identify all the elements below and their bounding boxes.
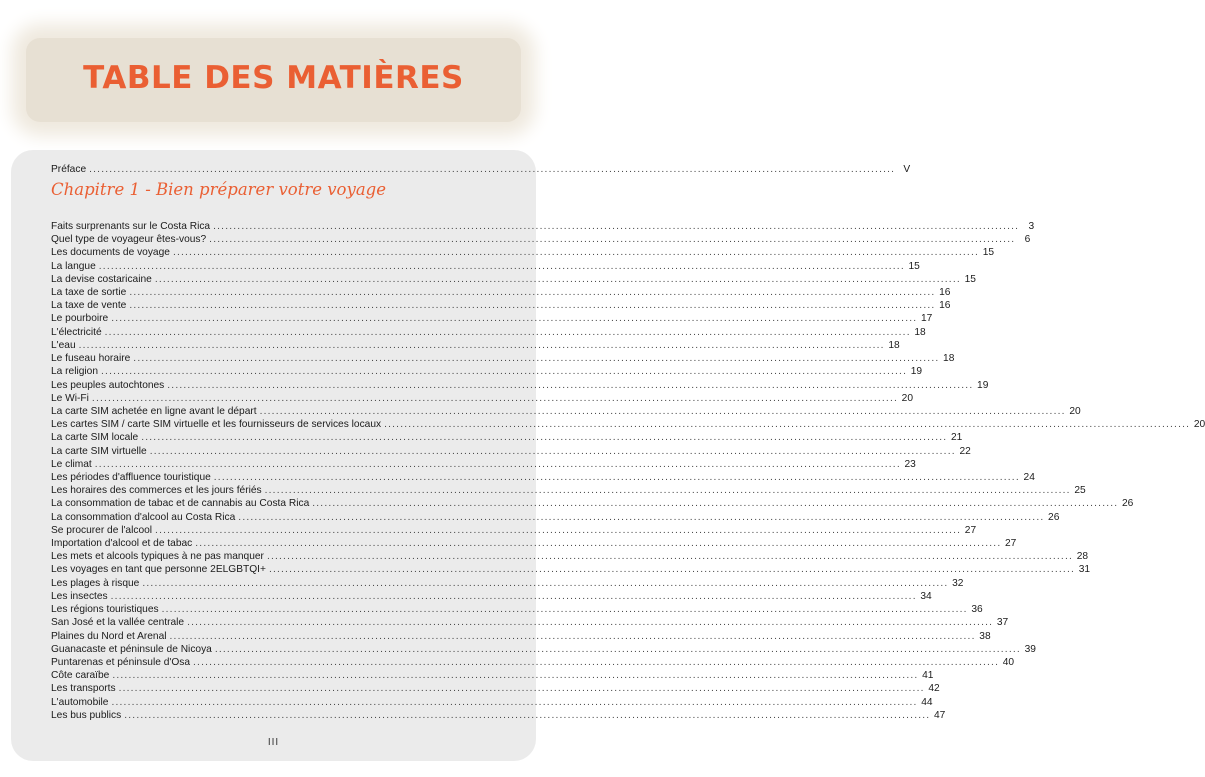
dot-leader: ........................................................................................................................................................................................................ (238, 511, 1045, 523)
toc-label: La carte SIM virtuelle (51, 445, 147, 457)
toc-label: La langue (51, 260, 96, 272)
toc-row (51, 260, 920, 273)
toc-page: 18 (888, 339, 900, 351)
dot-leader: ........................................................................................................................................................................................................ (118, 683, 925, 695)
dot-leader: ........................................................................................................................................................................................................ (264, 485, 1071, 497)
dot-leader: ........................................................................................................................................................................................................ (266, 551, 1074, 563)
dot-leader: ........................................................................................................................................................................................................ (259, 405, 1066, 417)
toc-label: Plaines du Nord et Arenal (51, 630, 167, 642)
dot-leader: ........................................................................................................................................................................................................ (172, 247, 980, 259)
toc-page: 19 (977, 379, 989, 391)
toc-label: La devise costaricaine (51, 273, 152, 285)
toc-label: La consommation d'alcool au Costa Rica (51, 511, 236, 523)
page-title: TABLE DES MATIÈRES (83, 60, 464, 96)
toc-label: Guanacaste et péninsule de Nicoya (51, 643, 212, 655)
dot-leader: ........................................................................................................................................................................................................ (89, 164, 896, 175)
toc-label: Les bus publics (51, 709, 122, 721)
toc-page: 18 (943, 353, 955, 365)
toc-page: 31 (1078, 564, 1091, 576)
toc-label: Le pourboire (51, 313, 109, 325)
dot-leader: ........................................................................................................................................................................................................ (384, 419, 1191, 431)
toc-label: Faits surprenants sur le Costa Rica (51, 221, 211, 232)
toc-page: 20 (901, 392, 914, 404)
toc-page: 6 (1024, 234, 1031, 246)
toc-label: Les périodes d'affluence touristique (51, 471, 211, 483)
toc-label: L'eau (51, 339, 76, 351)
toc-label: La carte SIM locale (51, 432, 139, 444)
toc-page: 44 (921, 696, 933, 708)
toc-label: Les régions touristiques (51, 604, 159, 616)
toc-row (51, 246, 995, 259)
toc-page: 32 (952, 577, 964, 589)
toc-page: 17 (920, 313, 933, 325)
dot-leader: ........................................................................................................................................................................................................ (94, 458, 901, 470)
toc-row (51, 511, 1060, 524)
toc-row (51, 339, 900, 352)
toc-row (51, 537, 1017, 550)
toc-page: 36 (971, 604, 983, 616)
toc-label: Les cartes SIM / carte SIM virtuelle et les fournisseurs de services locaux (51, 419, 382, 431)
dot-leader: ........................................................................................................................................................................................................ (209, 234, 1016, 246)
toc-page: V (903, 164, 911, 175)
toc-row (51, 365, 923, 378)
page-number: III (267, 737, 280, 748)
toc-row (51, 445, 971, 458)
toc-page: 47 (933, 709, 946, 721)
toc-label: San José et la vallée centrale (51, 617, 185, 629)
toc-row (51, 379, 989, 392)
toc-row (51, 352, 955, 365)
toc-row (51, 233, 1031, 246)
toc-label: Importation d'alcool et de tabac (51, 538, 193, 550)
toc-label: L'automobile (51, 696, 109, 708)
toc-page: 42 (928, 683, 940, 695)
toc-page: 28 (1076, 551, 1089, 563)
toc-label: La consommation de tabac et de cannabis au Costa Rica (51, 498, 310, 510)
toc-row (51, 709, 946, 722)
dot-leader: ........................................................................................................................................................................................................ (101, 366, 908, 378)
toc-label: Se procurer de l'alcool (51, 524, 153, 536)
toc-label: Les plages à risque (51, 577, 140, 589)
toc-row (51, 524, 977, 537)
dot-leader: ........................................................................................................................................................................................................ (193, 656, 1000, 668)
dot-leader: ........................................................................................................................................................................................................ (111, 696, 918, 708)
chapter-heading: Chapitre 1 - Bien préparer votre voyage (51, 180, 386, 199)
dot-leader: ........................................................................................................................................................................................................ (312, 498, 1119, 510)
toc-page: 18 (914, 326, 926, 338)
dot-leader: ........................................................................................................................................................................................................ (154, 273, 961, 285)
toc-page: 15 (982, 247, 995, 259)
toc-row (51, 220, 1035, 233)
toc-label: Les documents de voyage (51, 247, 170, 259)
toc-row (51, 418, 1205, 431)
toc-page: 19 (910, 366, 923, 378)
toc-row (51, 312, 933, 325)
dot-leader: ........................................................................................................................................................................................................ (268, 564, 1076, 576)
toc-page: 15 (964, 273, 976, 285)
toc-page: 20 (1193, 419, 1205, 431)
toc-page: 38 (979, 630, 991, 642)
toc-page: 15 (908, 260, 920, 272)
toc-row (51, 497, 1134, 510)
toc-label: Puntarenas et péninsule d'Osa (51, 656, 191, 668)
dot-leader: ........................................................................................................................................................................................................ (111, 313, 918, 325)
toc-row (51, 656, 1015, 669)
dot-leader: ........................................................................................................................................................................................................ (161, 604, 968, 616)
toc-label: La carte SIM achetée en ligne avant le départ (51, 405, 257, 417)
dot-leader: ........................................................................................................................................................................................................ (124, 709, 931, 721)
dot-leader: ........................................................................................................................................................................................................ (141, 432, 948, 444)
toc-label: Les transports (51, 683, 116, 695)
toc-row (51, 286, 951, 299)
toc-row (51, 669, 934, 682)
toc-row (51, 273, 976, 286)
toc-label: La taxe de vente (51, 300, 127, 312)
dot-leader: ........................................................................................................................................................................................................ (133, 353, 940, 365)
toc-label: Les peuples autochtones (51, 379, 165, 391)
toc-row (51, 326, 926, 339)
dot-leader: ........................................................................................................................................................................................................ (110, 590, 917, 602)
toc-row (51, 299, 951, 312)
dot-leader: ........................................................................................................................................................................................................ (195, 538, 1002, 550)
dot-leader: ........................................................................................................................................................................................................ (214, 643, 1021, 655)
toc-label: L'électricité (51, 326, 102, 338)
dot-leader: ........................................................................................................................................................................................................ (169, 630, 976, 642)
toc-row (51, 630, 991, 643)
toc-label: Les horaires des commerces et les jours fériés (51, 485, 262, 497)
dot-leader: ........................................................................................................................................................................................................ (104, 326, 911, 338)
toc-label: Les mets et alcools typiques à ne pas manquer (51, 551, 264, 563)
toc-page: 3 (1028, 221, 1035, 232)
toc-row (51, 550, 1089, 563)
toc-page: 40 (1002, 656, 1015, 668)
toc-page: 25 (1074, 485, 1086, 497)
toc-row (51, 577, 964, 590)
toc-page: 39 (1024, 643, 1036, 655)
toc-row (51, 682, 940, 695)
toc-page: 26 (1122, 498, 1134, 510)
toc-page: 26 (1048, 511, 1060, 523)
toc-row-preface (51, 163, 911, 176)
toc-page: 27 (964, 524, 977, 536)
toc-label: Les voyages en tant que personne 2ELGBTQI+ (51, 564, 266, 576)
toc-label: Le climat (51, 458, 92, 470)
toc-label: Côte caraïbe (51, 670, 110, 682)
toc-row (51, 458, 916, 471)
toc-row (51, 484, 1086, 497)
toc-row (51, 643, 1036, 656)
toc-label: Les insectes (51, 590, 108, 602)
dot-leader: ........................................................................................................................................................................................................ (78, 339, 885, 351)
dot-leader: ........................................................................................................................................................................................................ (213, 471, 1020, 483)
toc-page: 34 (920, 590, 932, 602)
toc-page: 23 (904, 458, 916, 470)
dot-leader: ........................................................................................................................................................................................................ (112, 670, 919, 682)
toc-row (51, 696, 933, 709)
toc-label: La taxe de sortie (51, 287, 127, 299)
toc-page: 16 (939, 300, 951, 312)
dot-leader: ........................................................................................................................................................................................................ (213, 221, 1020, 232)
toc-page: 37 (996, 617, 1009, 629)
toc-row (51, 590, 932, 603)
toc-row (51, 405, 1081, 418)
dot-leader: ........................................................................................................................................................................................................ (142, 577, 949, 589)
toc-row (51, 431, 963, 444)
toc-row (51, 616, 1009, 629)
toc-row (51, 563, 1091, 576)
dot-leader: ........................................................................................................................................................................................................ (91, 392, 899, 404)
dot-leader: ........................................................................................................................................................................................................ (167, 379, 974, 391)
toc-page: 21 (950, 432, 963, 444)
toc-label: Préface (51, 164, 87, 175)
dot-leader: ........................................................................................................................................................................................................ (98, 260, 905, 272)
toc-row (51, 392, 914, 405)
dot-leader: ........................................................................................................................................................................................................ (129, 300, 936, 312)
toc-page: 22 (959, 445, 971, 457)
dot-leader: ........................................................................................................................................................................................................ (155, 524, 962, 536)
toc-page: 16 (939, 287, 951, 299)
toc-label: Le Wi-Fi (51, 392, 89, 404)
toc-page: 27 (1005, 538, 1017, 550)
toc-page: 41 (922, 670, 934, 682)
toc-page: 24 (1023, 471, 1035, 483)
dot-leader: ........................................................................................................................................................................................................ (187, 617, 994, 629)
toc-label: La religion (51, 366, 99, 378)
toc-row (51, 471, 1035, 484)
toc-label: Quel type de voyageur êtes-vous? (51, 234, 207, 246)
dot-leader: ........................................................................................................................................................................................................ (149, 445, 956, 457)
toc-page: 20 (1069, 405, 1081, 417)
dot-leader: ........................................................................................................................................................................................................ (129, 287, 936, 299)
toc-label: Le fuseau horaire (51, 353, 131, 365)
toc-row (51, 603, 983, 616)
